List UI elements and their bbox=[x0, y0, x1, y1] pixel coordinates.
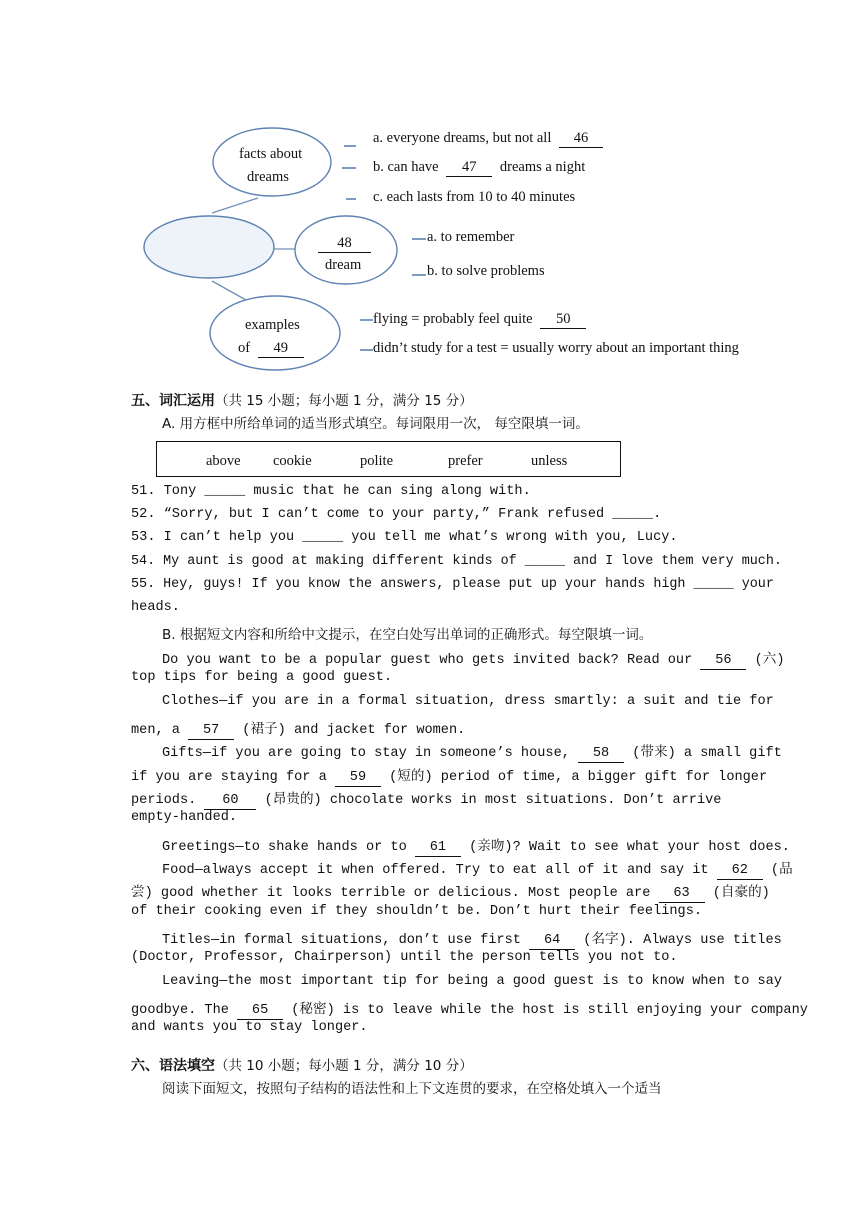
connector-line bbox=[212, 281, 246, 300]
passage-text: Gifts—if you are going to stay in someone’s house, bbox=[162, 746, 570, 761]
dream-item-b: b. to solve problems bbox=[427, 263, 545, 279]
answer-blank-61: 61 bbox=[415, 841, 461, 857]
section6-note: （共 10 小题；每小题 1 分，满分 10 分） bbox=[215, 1058, 473, 1074]
fact-item-text: a. everyone dreams, but not all bbox=[373, 130, 552, 146]
examples-bubble-line2 bbox=[238, 340, 304, 358]
fact-item-text: b. can have bbox=[373, 159, 439, 175]
hint-text: (带来) a small gift bbox=[632, 746, 782, 761]
word-box-item: unless bbox=[531, 453, 568, 469]
section5-note: （共 15 小题；每小题 1 分，满分 15 分） bbox=[215, 393, 473, 409]
answer-blank-64: 64 bbox=[529, 934, 575, 950]
section6-title: 六、语法填空 bbox=[131, 1058, 215, 1074]
passage-line: Clothes—if you are in a formal situation, dress smartly: a suit and tie for bbox=[162, 694, 774, 709]
passage-text: if you are staying for a bbox=[131, 770, 327, 785]
passage-line: top tips for being a good guest. bbox=[131, 670, 393, 685]
answer-blank-47: 47 bbox=[446, 160, 492, 177]
answer-blank-63: 63 bbox=[659, 887, 705, 903]
passage-line bbox=[131, 880, 770, 903]
question-53: 53. I can’t help you _____ you tell me what’s wrong with you, Lucy. bbox=[131, 530, 678, 545]
facts-bubble-line1: facts about bbox=[239, 146, 303, 162]
passage-line bbox=[162, 647, 785, 670]
passage-line bbox=[162, 834, 790, 857]
hint-text: (六) bbox=[754, 653, 785, 668]
answer-blank-48 bbox=[318, 235, 371, 253]
part-a-instruction: A. 用方框中所给单词的适当形式填空。每词限用一次， 每空限填一词。 bbox=[162, 416, 589, 432]
hint-text: (品 bbox=[770, 863, 793, 878]
word-box-item: above bbox=[206, 453, 241, 469]
fact-item-a bbox=[373, 130, 603, 148]
passage-line: Leaving—the most important tip for being a good guest is to know when to say bbox=[162, 974, 782, 989]
passage-text: men, a bbox=[131, 723, 180, 738]
fact-item-c: c. each lasts from 10 to 40 minutes bbox=[373, 189, 576, 205]
part-b-instruction: B. 根据短文内容和所给中文提示，在空白处写出单词的正确形式。每空限填一词。 bbox=[162, 627, 653, 643]
question-54: 54. My aunt is good at making different kinds of _____ and I love them very much. bbox=[131, 554, 782, 569]
hint-text: (自豪的) bbox=[712, 886, 770, 901]
dream-bubble-label bbox=[325, 257, 361, 273]
hint-text: (短的) period of time, a bigger gift for longer bbox=[389, 770, 768, 785]
hint-text: (秘密) is to leave while the host is still enjoying your company bbox=[291, 1003, 808, 1018]
blank-48-value: 48 bbox=[318, 236, 371, 253]
fact-item-text-after: dreams a night bbox=[499, 159, 586, 175]
example-item-text: flying = probably feel quite bbox=[373, 311, 533, 327]
passage-line: and wants you to stay longer. bbox=[131, 1020, 368, 1035]
answer-blank-65: 65 bbox=[237, 1004, 283, 1020]
question-52: 52. “Sorry, but I can’t come to your party,” Frank refused _____. bbox=[131, 507, 662, 522]
passage-line bbox=[162, 857, 793, 880]
facts-bubble-line2: dreams bbox=[247, 169, 289, 185]
dream-item-a: a. to remember bbox=[427, 229, 515, 245]
passage-line: (Doctor, Professor, Chairperson) until the person tells you not to. bbox=[131, 950, 678, 965]
passage-line bbox=[131, 787, 721, 810]
passage-line: of their cooking even if they shouldn’t be. Don’t hurt their feelings. bbox=[131, 904, 703, 919]
center-bubble bbox=[144, 216, 274, 278]
examples-bubble-line1: examples bbox=[245, 317, 300, 333]
passage-line bbox=[131, 997, 808, 1020]
section6-intro: 阅读下面短文，按照句子结构的语法性和上下文连贯的要求，在空格处填入一个适当 bbox=[162, 1081, 662, 1097]
passage-line bbox=[162, 927, 782, 950]
answer-blank-59: 59 bbox=[335, 771, 381, 787]
passage-line bbox=[131, 717, 465, 740]
hint-text: (裙子) and jacket for women. bbox=[242, 723, 466, 738]
example-item-2: didn’t study for a test = usually worry about an important thing bbox=[373, 340, 739, 356]
answer-blank-56: 56 bbox=[700, 654, 746, 670]
dream-label-text: dream bbox=[325, 257, 362, 273]
answer-blank-49: 49 bbox=[258, 341, 304, 358]
passage-text: Greetings—to shake hands or to bbox=[162, 840, 407, 855]
section5-title: 五、词汇运用 bbox=[131, 393, 215, 409]
connector-line bbox=[212, 198, 258, 213]
passage-text: periods. bbox=[131, 793, 197, 808]
word-box bbox=[156, 441, 621, 477]
question-51: 51. Tony _____ music that he can sing along with. bbox=[131, 484, 531, 499]
word-box-item: cookie bbox=[273, 453, 312, 469]
passage-text: Do you want to be a popular guest who gets invited back? Read our bbox=[162, 653, 693, 668]
fact-item-b bbox=[373, 159, 585, 177]
examples-of-text: of bbox=[238, 340, 251, 356]
word-box-item: polite bbox=[360, 453, 394, 469]
question-55: 55. Hey, guys! If you know the answers, please put up your hands high _____ your bbox=[131, 577, 774, 592]
passage-text: 尝) good whether it looks terrible or delicious. Most people are bbox=[131, 886, 651, 901]
answer-blank-57: 57 bbox=[188, 724, 234, 740]
passage-text: Food—always accept it when offered. Try to eat all of it and say it bbox=[162, 863, 709, 878]
passage-text: goodbye. The bbox=[131, 1003, 229, 1018]
answer-blank-60: 60 bbox=[204, 794, 256, 810]
hint-text: (昂贵的) chocolate works in most situations. Don’t arrive bbox=[264, 793, 722, 808]
passage-text: Titles—in formal situations, don’t use first bbox=[162, 933, 521, 948]
hint-text: (亲吻)? Wait to see what your host does. bbox=[469, 840, 790, 855]
passage-line bbox=[131, 764, 767, 787]
passage-line: empty-handed. bbox=[131, 810, 238, 825]
hint-text: (名字). Always use titles bbox=[583, 933, 782, 948]
example-item-1 bbox=[373, 311, 586, 329]
answer-blank-62: 62 bbox=[717, 864, 763, 880]
answer-blank-50: 50 bbox=[540, 312, 586, 329]
passage-line bbox=[162, 740, 782, 763]
answer-blank-46: 46 bbox=[559, 131, 603, 148]
answer-blank-58: 58 bbox=[578, 747, 624, 763]
question-55-cont: heads. bbox=[131, 600, 180, 615]
section5-heading bbox=[131, 389, 473, 410]
section6-heading bbox=[131, 1054, 473, 1075]
word-box-item: prefer bbox=[448, 453, 483, 469]
